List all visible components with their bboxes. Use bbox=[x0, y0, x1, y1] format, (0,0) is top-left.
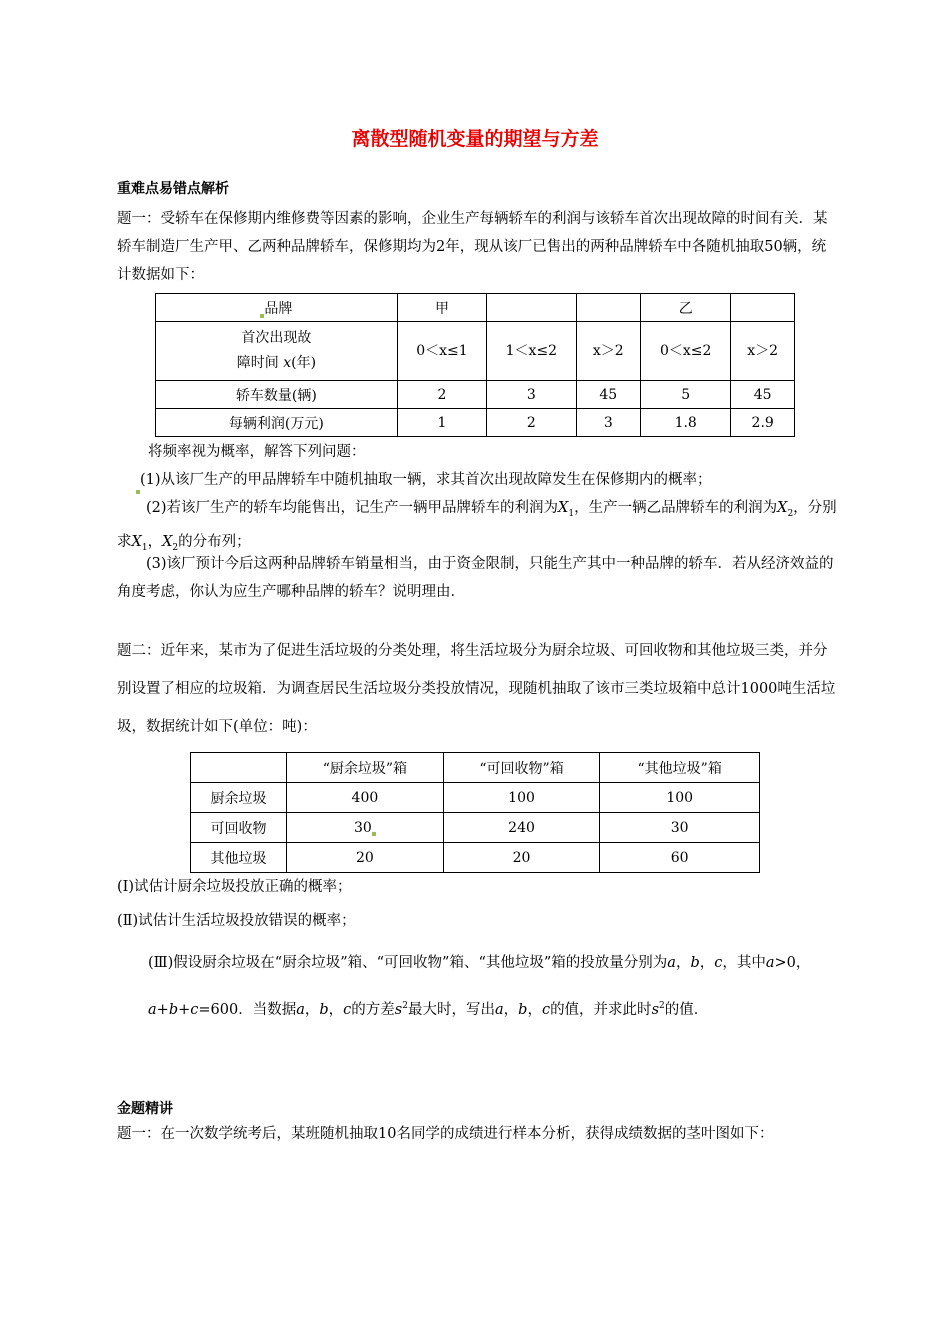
count-cell: 3 bbox=[487, 381, 576, 409]
row-label: 可回收物 bbox=[191, 813, 287, 843]
brand-label-cell: 品牌 bbox=[156, 294, 398, 322]
q2-intro: 题二：近年来，某市为了促进生活垃圾的分类处理，将生活垃圾分为厨余垃圾、可回收物和其他垃圾三类，并分别设置了相应的垃圾箱．为调查居民生活垃圾分类投放情况，现随机抽取了该市三类垃圾箱中总计1000吨生活垃圾，数据统计如下(单位：吨)： bbox=[117, 643, 836, 735]
q2-part1: (Ⅰ)试估计厨余垃圾投放正确的概率； bbox=[117, 879, 352, 895]
empty-cell bbox=[731, 294, 795, 322]
range-cell: 0＜x≤1 bbox=[397, 322, 486, 381]
value-cell: 60 bbox=[600, 843, 760, 873]
column-header: “厨余垃圾”箱 bbox=[287, 753, 444, 783]
profit-cell: 2.9 bbox=[731, 409, 795, 437]
q1-part1: (1)从该厂生产的甲品牌轿车中随机抽取一辆，求其首次出现故障发生在保修期内的概率； bbox=[136, 466, 836, 494]
count-cell: 2 bbox=[397, 381, 486, 409]
q2-part3: (Ⅲ)假设厨余垃圾在“厨余垃圾”箱、“可回收物”箱、“其他垃圾”箱的投放量分别为a，b，c，其中a>0，a+b+c=600．当数据a，b，c的方差$s^2$最大时，写出a，b，c的值，并求此时$s^2$的值． bbox=[148, 955, 811, 1018]
row-label: 其他垃圾 bbox=[191, 843, 287, 873]
marker-dot bbox=[372, 832, 376, 836]
value-cell: 400 bbox=[287, 783, 444, 813]
car-data-table bbox=[155, 293, 795, 437]
brand-b-cell: 乙 bbox=[641, 294, 731, 322]
section-heading-lectures: 金题精讲 bbox=[117, 1101, 173, 1117]
column-header: “其他垃圾”箱 bbox=[600, 753, 760, 783]
value-cell: 240 bbox=[443, 813, 600, 843]
count-cell: 45 bbox=[731, 381, 795, 409]
profit-cell: 3 bbox=[576, 409, 641, 437]
column-header: “可回收物”箱 bbox=[443, 753, 600, 783]
empty-cell bbox=[191, 753, 287, 783]
range-cell: 0＜x≤2 bbox=[641, 322, 731, 381]
empty-cell bbox=[487, 294, 576, 322]
count-cell: 45 bbox=[576, 381, 641, 409]
value-cell: 30 bbox=[600, 813, 760, 843]
garbage-data-table bbox=[190, 752, 760, 873]
range-cell: x＞2 bbox=[731, 322, 795, 381]
profit-cell: 1.8 bbox=[641, 409, 731, 437]
q2-part2: (Ⅱ)试估计生活垃圾投放错误的概率； bbox=[117, 913, 356, 929]
q1-intro: 题一：受轿车在保修期内维修费等因素的影响，企业生产每辆轿车的利润与该轿车首次出现故障的时间有关．某轿车制造厂生产甲、乙两种品牌轿车，保修期均为2年，现从该厂已售出的两种品牌轿车中各随机抽取50辆，统计数据如下： bbox=[117, 211, 828, 283]
time-label-cell: 首次出现故 障时间 x(年) bbox=[156, 322, 398, 381]
range-cell: 1＜x≤2 bbox=[487, 322, 576, 381]
q1-lead: 将频率视为概率，解答下列问题： bbox=[148, 444, 366, 460]
profit-label-cell: 每辆利润(万元) bbox=[156, 409, 398, 437]
page-title: 离散型随机变量的期望与方差 bbox=[351, 128, 599, 150]
q1-part2: (2)若该厂生产的轿车均能售出，记生产一辆甲品牌轿车的利润为$X_1$，生产一辆乙品牌轿车的利润为$X_2$，分别求$X_1$，$X_2$的分布列； bbox=[117, 500, 837, 553]
row-label: 厨余垃圾 bbox=[191, 783, 287, 813]
value-cell: 100 bbox=[600, 783, 760, 813]
profit-cell: 2 bbox=[487, 409, 576, 437]
count-cell: 5 bbox=[641, 381, 731, 409]
brand-a-cell: 甲 bbox=[397, 294, 486, 322]
q1-part3: (3)该厂预计今后这两种品牌轿车销量相当，由于资金限制，只能生产其中一种品牌的轿车．若从经济效益的角度考虑，你认为应生产哪种品牌的轿车？说明理由． bbox=[117, 556, 834, 600]
empty-cell bbox=[576, 294, 641, 322]
q3-intro: 题一：在一次数学统考后，某班随机抽取10名同学的成绩进行样本分析，获得成绩数据的茎叶图如下： bbox=[117, 1126, 774, 1142]
range-cell: x＞2 bbox=[576, 322, 641, 381]
profit-cell: 1 bbox=[397, 409, 486, 437]
value-cell: 20 bbox=[287, 843, 444, 873]
count-label-cell: 轿车数量(辆) bbox=[156, 381, 398, 409]
value-cell: 100 bbox=[443, 783, 600, 813]
value-cell: 20 bbox=[443, 843, 600, 873]
section-heading-analysis: 重难点易错点解析 bbox=[117, 181, 229, 197]
value-cell: 30 bbox=[287, 813, 444, 843]
